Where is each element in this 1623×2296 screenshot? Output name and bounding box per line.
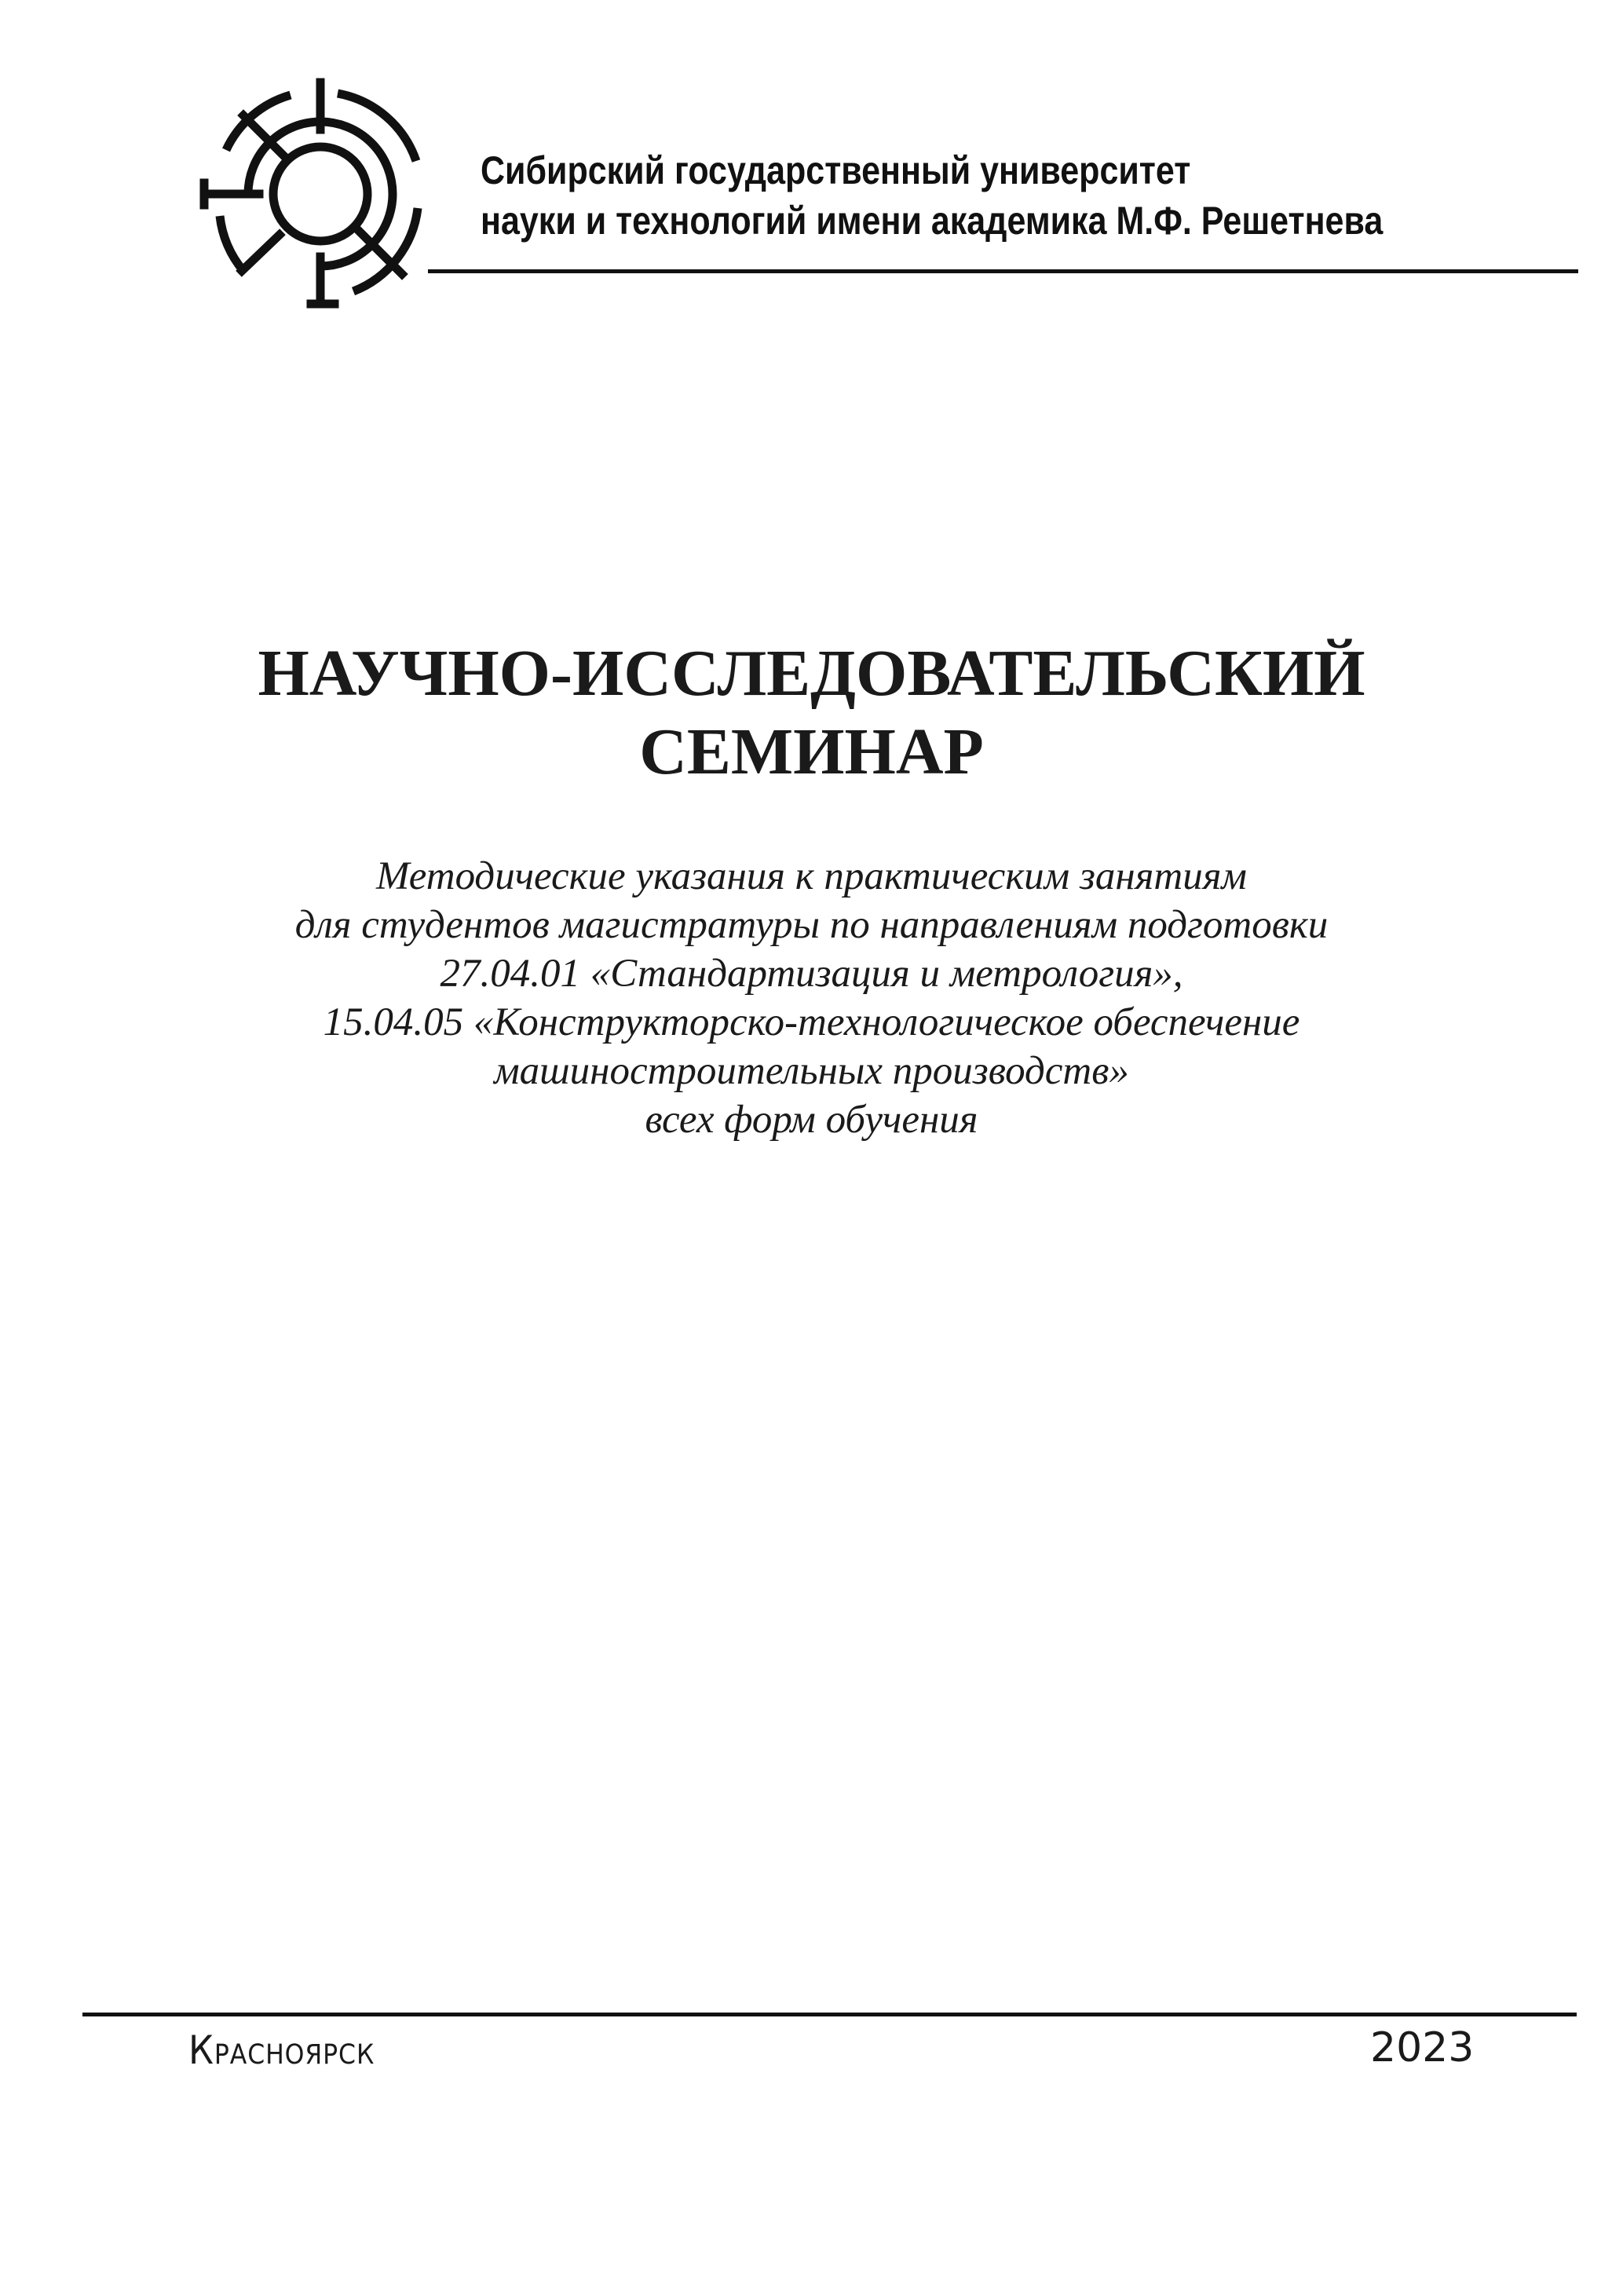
subtitle-line: всех форм обучения: [645, 1098, 978, 1142]
publication-city: Красноярск: [188, 2027, 375, 2073]
document-title: [0, 634, 1623, 792]
institution-line-2: науки и технологий имени академика М.Ф. Решетнева: [481, 199, 1384, 243]
document-subtitle: [0, 852, 1623, 1144]
subtitle-line: 27.04.01 «Стандартизация и метрология»,: [440, 952, 1183, 996]
publication-year: 2023: [1370, 2024, 1475, 2071]
footer-divider: [82, 2013, 1577, 2016]
title-line-1: НАУЧНО-ИССЛЕДОВАТЕЛЬСКИЙ: [258, 637, 1365, 710]
subtitle-line: 15.04.05 «Конструкторско-технологическое обеспечение: [323, 1000, 1300, 1044]
title-line-2: СЕМИНАР: [639, 715, 984, 788]
subtitle-line: Методические указания к практическим занятиям: [376, 854, 1247, 898]
header-divider: [428, 269, 1578, 273]
university-emblem-icon: [196, 75, 424, 318]
institution-line-1: Сибирский государственный университет: [481, 148, 1191, 192]
institution-name: [481, 145, 1383, 246]
subtitle-line: машиностроительных производств»: [494, 1049, 1129, 1093]
subtitle-line: для студентов магистратуры по направлениям подготовки: [294, 903, 1329, 947]
